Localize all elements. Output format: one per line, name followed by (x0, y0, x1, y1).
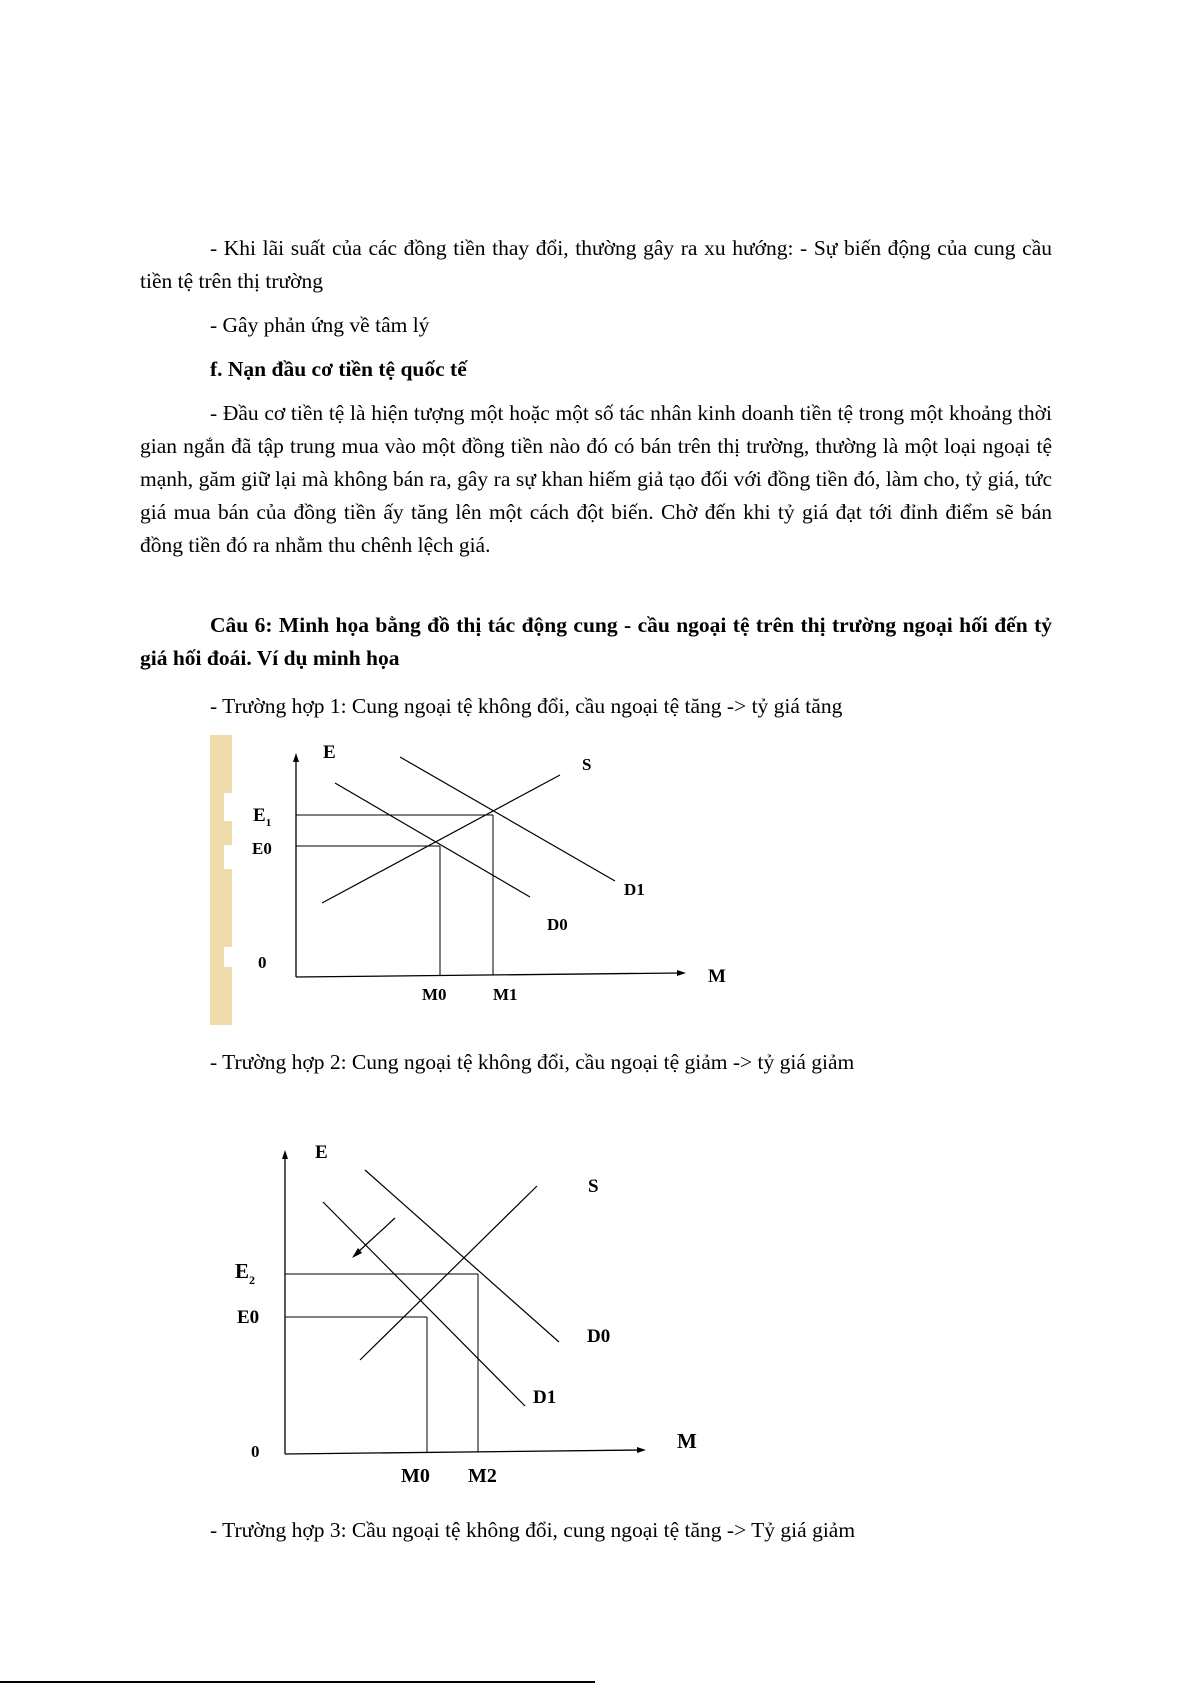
chart2-supply-line (360, 1186, 537, 1360)
chart1-origin-label: 0 (258, 953, 267, 972)
chart1-y-label: E (323, 742, 336, 763)
chart2-shift-arrow (357, 1218, 395, 1253)
chart2-x-label: M (677, 1429, 697, 1453)
chart1-demand-d1-line (400, 757, 615, 881)
heading-speculation: f. Nạn đầu cơ tiền tệ quốc tế (210, 357, 467, 381)
chart2-supply-label: S (588, 1176, 599, 1197)
case-2-text: - Trường hợp 2: Cung ngoại tệ không đổi, cầu ngoại tệ giảm -> tỷ giá giảm (210, 1050, 855, 1074)
paragraph-speculation: - Đầu cơ tiền tệ là hiện tượng một hoặc một số tác nhân kinh doanh tiền tệ trong một khoảng thời gian ngắn đã tập trung mua vào một đồng tiền nào đó có bán trên thị trường, thường là một loại ngoại tệ mạnh, găm giữ lại mà không bán ra, gây ra sự khan hiếm giả tạo đối với đồng tiền đó, làm cho, tỷ giá, tức giá mua bán của đồng tiền ấy tăng lên một cách đột biến. Chờ đến khi tỷ giá đạt tới đỉnh điểm sẽ bán đồng tiền đó ra nhằm thu chênh lệch giá. (140, 401, 1052, 557)
question-6-heading: Câu 6: Minh họa bằng đồ thị tác động cung - cầu ngoại tệ trên thị trường ngoại hối đến tỷ giá hối đoái. Ví dụ minh họa (140, 613, 1052, 670)
chart1-side-bar (210, 735, 232, 1025)
chart1-supply-line (322, 775, 560, 903)
chart2-demand-d0-line (365, 1170, 559, 1342)
chart2-y-label: E (315, 1142, 328, 1163)
chart2-e2-label: $E_2$ (235, 1259, 256, 1287)
chart2-m0-label: M0 (401, 1465, 430, 1487)
paragraph-interest-rate: - Khi lãi suất của các đồng tiền thay đổi, thường gây ra xu hướng: - Sự biến động của cung cầu tiền tệ trên thị trường (140, 236, 1052, 293)
chart1-d0-label: D0 (547, 915, 568, 934)
chart1-diagram (230, 735, 730, 1030)
case-3-text: - Trường hợp 3: Cầu ngoại tệ không đổi, cung ngoại tệ tăng -> Tỷ giá giảm (210, 1518, 856, 1542)
chart1-e0-label: E0 (252, 839, 272, 858)
footer-rule (0, 1681, 595, 1683)
chart1-x-axis (296, 973, 680, 977)
chart2-m2-label: M2 (468, 1465, 497, 1487)
chart2-demand-d1-line (323, 1202, 525, 1406)
case-1-text: - Trường hợp 1: Cung ngoại tệ không đổi, cầu ngoại tệ tăng -> tỷ giá tăng (210, 694, 843, 718)
chart2-d0-label: D0 (587, 1326, 611, 1347)
chart2-d1-label: D1 (533, 1387, 557, 1408)
chart2-origin-label: 0 (251, 1442, 260, 1461)
chart1-x-label: M (708, 966, 726, 987)
paragraph-psychology: - Gây phản ứng về tâm lý (210, 313, 430, 337)
chart2-diagram (225, 1130, 725, 1490)
chart1-e1-label: $E_1$ (253, 805, 272, 829)
chart1-supply-label: S (582, 755, 592, 774)
chart1-m1-label: M1 (493, 985, 518, 1004)
chart1-d1-label: D1 (624, 880, 645, 899)
chart2-e0-label: E0 (237, 1307, 260, 1328)
chart2-x-axis (285, 1450, 640, 1454)
chart1-m0-label: M0 (422, 985, 447, 1004)
